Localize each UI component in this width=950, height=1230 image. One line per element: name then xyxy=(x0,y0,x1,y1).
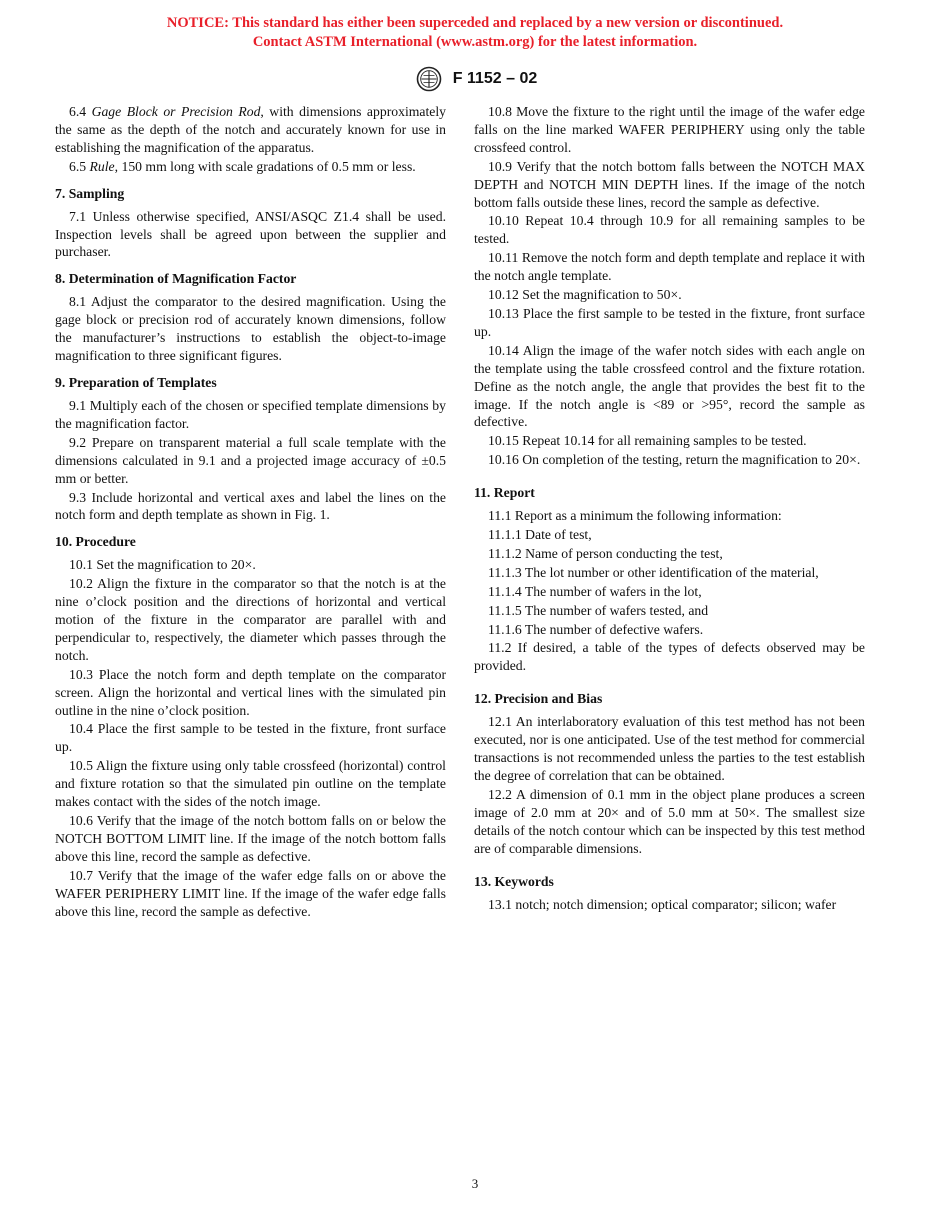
page-number: 3 xyxy=(471,1176,479,1191)
paragraph-12-2: 12.2 A dimension of 0.1 mm in the object plane produces a screen image of 2.0 mm at 20× and of 5.0 mm at 50×. The smallest size details of the notch contour which can be inspected by this test method are of comparable dimensions. xyxy=(474,786,865,856)
paragraph-8-1: 8.1 Adjust the comparator to the desired magnification. Using the gage block or precision rod of accurately known dimensions, follow the manufacturer’s instructions to establish the object-to-image magnification to three significant figures. xyxy=(55,294,446,364)
standard-designation: F 1152 – 02 xyxy=(452,70,538,87)
heading-report: 11. Report xyxy=(474,485,535,501)
notice-line-2: Contact ASTM International (www.astm.org) for the latest information. xyxy=(252,34,698,50)
paragraph-6-5: 6.5 Rule, 150 mm long with scale gradations of 0.5 mm or less. xyxy=(69,158,416,174)
notice-line-1: NOTICE: This standard has either been superceded and replaced by a new version or discontinued. xyxy=(166,15,784,31)
paragraph-10-2: 10.2 Align the fixture in the comparator so that the notch is at the nine o’clock position and the directions of horizontal and vertical motion of the fixture in the comparator are parallel with and perpendicular to, respectively, the diameter which passes through the notch. xyxy=(55,576,446,663)
astm-logo-icon xyxy=(413,66,445,92)
paragraph-7-1: 7.1 Unless otherwise specified, ANSI/ASQC Z1.4 shall be used. Inspection levels shall be agreed upon between the supplier and purchaser. xyxy=(55,208,446,260)
paragraph-11-1: 11.1 Report as a minimum the following information: xyxy=(488,508,782,524)
paragraph-10-4: 10.4 Place the first sample to be tested in the fixture, front surface up. xyxy=(55,721,446,755)
notice-banner xyxy=(0,14,950,52)
paragraph-10-16: 10.16 On completion of the testing, return the magnification to 20×. xyxy=(488,452,861,468)
paragraph-10-11: 10.11 Remove the notch form and depth template and replace it with the notch angle template. xyxy=(474,250,865,284)
paragraph-11-2: 11.2 If desired, a table of the types of defects observed may be provided. xyxy=(474,640,865,674)
heading-magnification-factor: 8. Determination of Magnification Factor xyxy=(55,271,297,287)
paragraph-11-1-5: 11.1.5 The number of wafers tested, and xyxy=(488,602,709,618)
paragraph-9-1: 9.1 Multiply each of the chosen or specified template dimensions by the magnification factor. xyxy=(55,397,446,431)
paragraph-12-1: 12.1 An interlaboratory evaluation of this test method has not been executed, nor is one anticipated. Use of the test method for commercial transactions is not recommended unless the parties to the test establish the degree of correlation that can be obtained. xyxy=(474,714,865,783)
paragraph-10-8: 10.8 Move the fixture to the right until the image of the wafer edge falls on the line marked WAFER PERIPHERY using only the table crossfeed control. xyxy=(474,104,865,155)
paragraph-10-14: 10.14 Align the image of the wafer notch sides with each angle on the template using the table crossfeed control and the fixture rotation. Define as the notch angle, the angle that provides the best fit to the image. If the notch angle is <89 or >95°, record the sample as defective. xyxy=(474,342,865,430)
paragraph-9-3: 9.3 Include horizontal and vertical axes and label the lines on the notch form and depth template as shown in Fig. 1. xyxy=(55,489,446,523)
paragraph-10-3: 10.3 Place the notch form and depth template on the comparator screen. Align the horizontal and vertical lines with the simulated pin outline in the nine o’clock position. xyxy=(55,666,446,718)
heading-sampling: 7. Sampling xyxy=(55,185,125,201)
paragraph-9-2: 9.2 Prepare on transparent material a full scale template with the dimensions calculated in 9.1 and a projected image accuracy of ±0.5 mm or better. xyxy=(55,434,446,486)
paragraph-10-10: 10.10 Repeat 10.4 through 10.9 for all remaining samples to be tested. xyxy=(474,213,865,247)
document-header xyxy=(0,66,950,92)
paragraph-10-5: 10.5 Align the fixture using only table crossfeed (horizontal) control and fixture rotation so that the simulated pin outline on the template makes contact with the sides of the notch image. xyxy=(55,758,446,810)
paragraph-11-1-2: 11.1.2 Name of person conducting the test, xyxy=(488,545,723,561)
paragraph-10-1: 10.1 Set the magnification to 20×. xyxy=(69,557,256,573)
paragraph-10-15: 10.15 Repeat 10.14 for all remaining samples to be tested. xyxy=(488,433,807,449)
paragraph-11-1-4: 11.1.4 The number of wafers in the lot, xyxy=(488,583,702,599)
paragraph-13-1: 13.1 notch; notch dimension; optical comparator; silicon; wafer xyxy=(488,896,837,912)
paragraph-11-1-1: 11.1.1 Date of test, xyxy=(488,527,592,543)
heading-keywords: 13. Keywords xyxy=(474,873,554,889)
paragraph-11-1-3: 11.1.3 The lot number or other identification of the material, xyxy=(488,564,819,580)
paragraph-6-4: 6.4 Gage Block or Precision Rod, with dimensions approximately the same as the depth of the notch and accurately known for use in establishing the magnification of the apparatus. xyxy=(55,104,446,155)
paragraph-10-13: 10.13 Place the first sample to be tested in the fixture, front surface up. xyxy=(474,305,865,339)
paragraph-10-6: 10.6 Verify that the image of the notch bottom falls on or below the NOTCH BOTTOM LIMIT line. If the image of the notch bottom falls above this line, record the sample as defective. xyxy=(55,813,446,864)
heading-preparation-of-templates: 9. Preparation of Templates xyxy=(55,374,217,390)
left-column xyxy=(55,103,446,921)
heading-procedure: 10. Procedure xyxy=(55,534,136,550)
paragraph-10-7: 10.7 Verify that the image of the wafer edge falls on or above the WAFER PERIPHERY LIMIT line. If the image of the wafer edge falls above this line, record the sample as defective. xyxy=(55,867,446,919)
paragraph-10-12: 10.12 Set the magnification to 50×. xyxy=(488,287,682,303)
right-column xyxy=(474,103,865,914)
paragraph-11-1-6: 11.1.6 The number of defective wafers. xyxy=(488,621,704,637)
heading-precision-and-bias: 12. Precision and Bias xyxy=(474,691,603,707)
paragraph-10-9: 10.9 Verify that the notch bottom falls between the NOTCH MAX DEPTH and NOTCH MIN DEPTH lines. If the image of the notch bottom falls outside these lines, record the sample as defective. xyxy=(474,158,865,210)
